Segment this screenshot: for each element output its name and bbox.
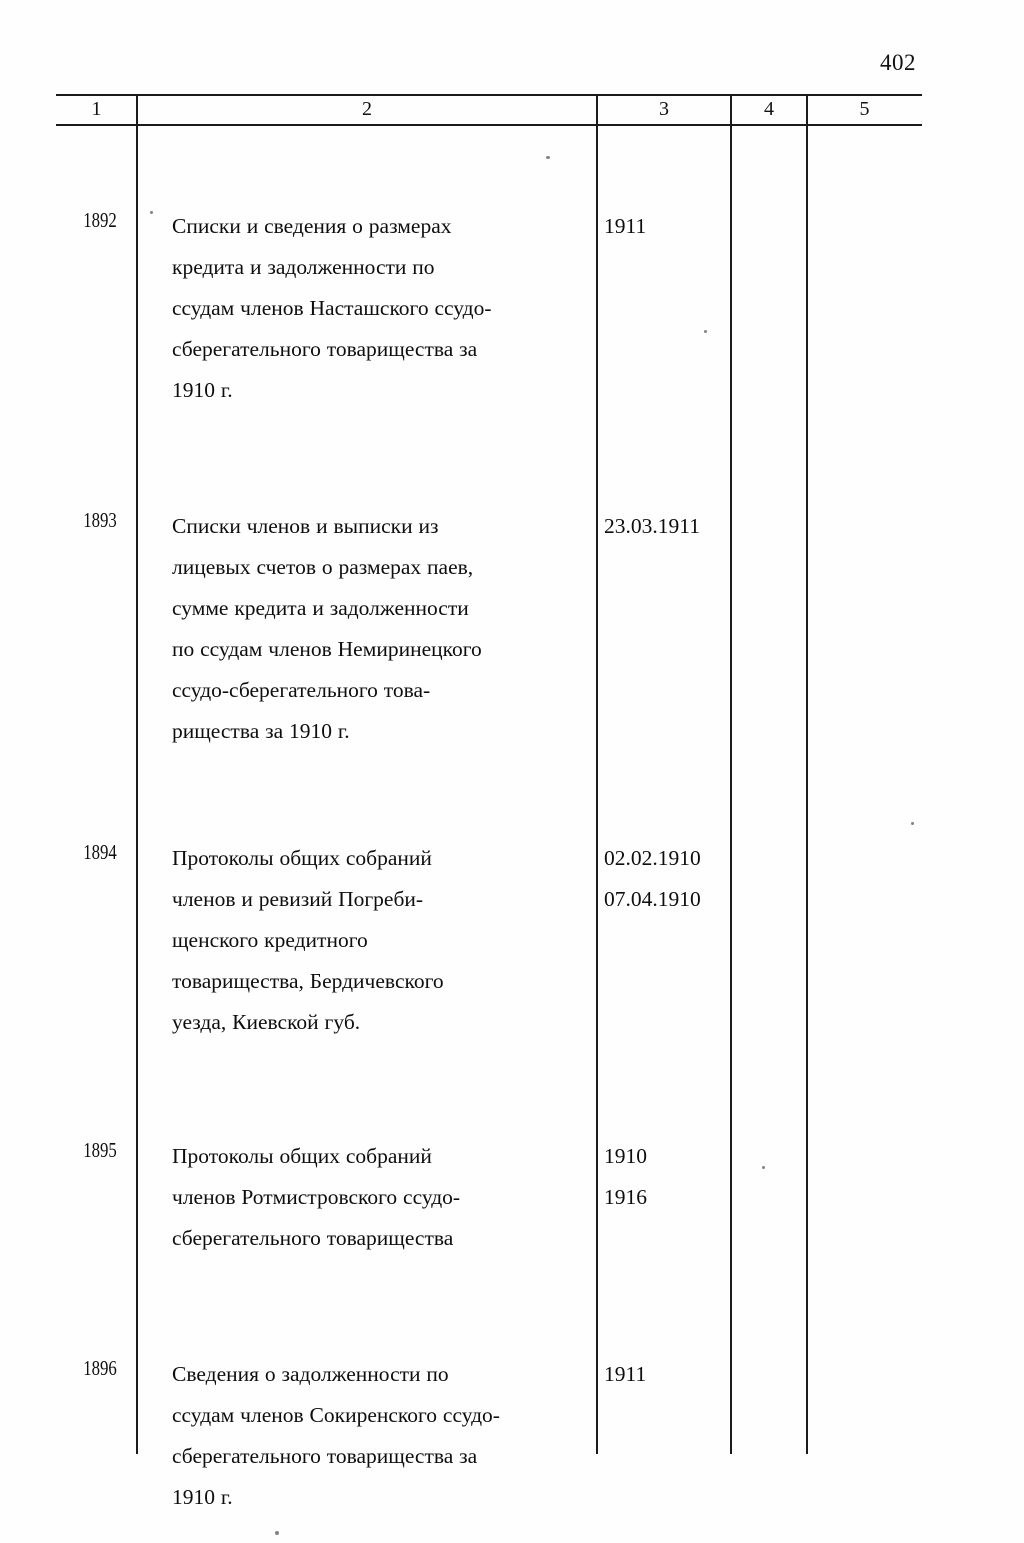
date-line: 07.04.1910 [604, 887, 701, 911]
row-dates [604, 1136, 728, 1218]
column-header-2: 2 [362, 98, 372, 120]
column-rule-4 [806, 96, 808, 1454]
description-line: сберегательного товарищества за [172, 337, 478, 361]
date-line: 23.03.1911 [604, 514, 700, 538]
description-line: членов и ревизий Погреби- [172, 887, 424, 911]
column-header-5: 5 [859, 98, 870, 120]
column-rule-1 [136, 96, 138, 1454]
row-number: 1894 [83, 840, 117, 864]
scan-speck [275, 1531, 279, 1535]
row-dates [604, 506, 728, 547]
description-line: сберегательного товарищества за [172, 1444, 478, 1468]
column-rule-2 [596, 96, 598, 1454]
description-line: товарищества, Бердичевского [172, 969, 444, 993]
column-rule-3 [730, 96, 732, 1454]
description-line: сумме кредита и задолженности [172, 596, 469, 620]
scan-speck [911, 822, 914, 825]
row-dates [604, 838, 728, 920]
row-dates [604, 206, 728, 247]
row-dates [604, 1354, 728, 1395]
page-number: 402 [880, 50, 916, 75]
row-description [172, 506, 570, 752]
row-description [172, 206, 570, 411]
date-line: 1916 [604, 1185, 647, 1209]
description-line: 1910 г. [172, 378, 233, 402]
description-line: Протоколы общих собраний [172, 1144, 432, 1168]
scan-speck [546, 156, 550, 159]
date-line: 1910 [604, 1144, 647, 1168]
row-number: 1896 [83, 1356, 117, 1380]
description-line: Списки и сведения о размерах [172, 214, 452, 238]
column-header-4: 4 [764, 98, 774, 120]
description-line: ссудо-сберегательного това- [172, 678, 431, 702]
column-header-1: 1 [91, 98, 102, 120]
description-line: Протоколы общих собраний [172, 846, 432, 870]
row-description [172, 1354, 570, 1518]
description-line: лицевых счетов о размерах паев, [172, 555, 474, 579]
description-line: 1910 г. [172, 1485, 233, 1509]
row-description [172, 838, 570, 1043]
description-line: кредита и задолженности по [172, 255, 435, 279]
description-line: ссудам членов Насташского ссудо- [172, 296, 492, 320]
scan-speck [762, 1166, 765, 1169]
row-number: 1895 [83, 1138, 117, 1162]
description-line: сберегательного товарищества [172, 1226, 454, 1250]
description-line: Списки членов и выписки из [172, 514, 439, 538]
description-line: по ссудам членов Немиринецкого [172, 637, 482, 661]
description-line: ссудам членов Сокиренского ссудо- [172, 1403, 500, 1427]
description-line: щенского кредитного [172, 928, 368, 952]
description-line: уезда, Киевской губ. [172, 1010, 361, 1034]
date-line: 1911 [604, 1362, 647, 1386]
column-header-3: 3 [659, 98, 669, 120]
description-line: Сведения о задолженности по [172, 1362, 449, 1386]
date-line: 02.02.1910 [604, 846, 701, 870]
date-line: 1911 [604, 214, 647, 238]
row-number: 1893 [83, 508, 117, 532]
table-header-row [56, 96, 922, 124]
scan-speck [704, 330, 707, 333]
table-header-rule [56, 124, 922, 126]
description-line: членов Ротмистровского ссудо- [172, 1185, 461, 1209]
scan-speck [150, 211, 153, 214]
description-line: рищества за 1910 г. [172, 719, 350, 743]
row-description [172, 1136, 570, 1259]
row-number: 1892 [83, 208, 117, 232]
